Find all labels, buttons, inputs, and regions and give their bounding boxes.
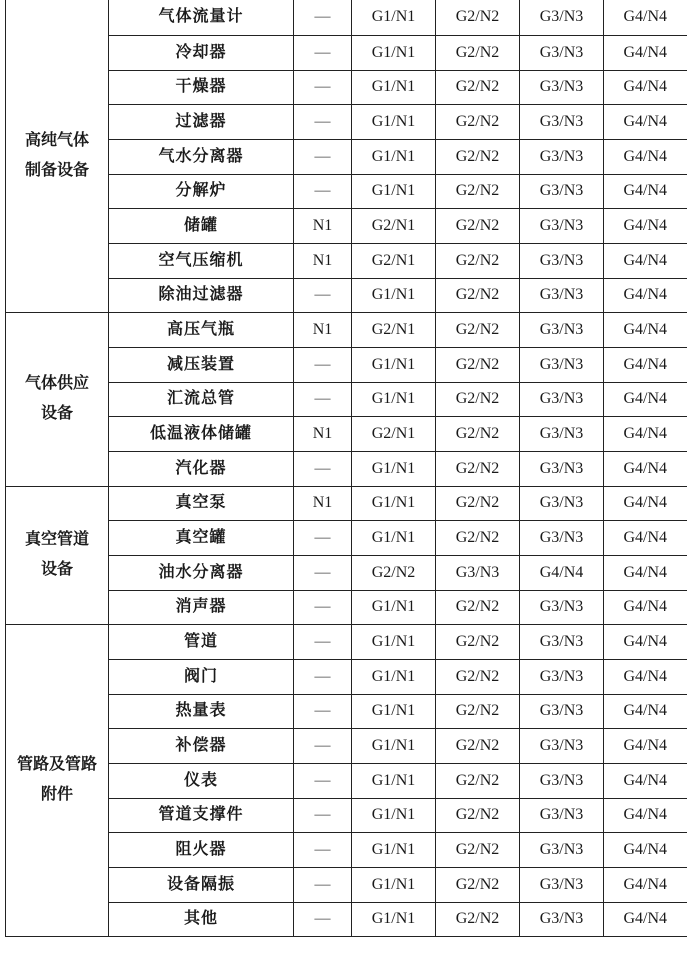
grade-col-5-cell: G4/N4 [604,0,687,35]
grade-col-4-cell: G3/N3 [520,0,604,35]
grade-col-1-cell: — [294,0,352,35]
grade-col-3-cell: G2/N2 [436,382,520,416]
grade-col-2-cell: G1/N1 [352,728,436,763]
grade-col-3-cell: G2/N2 [436,451,520,486]
grade-col-4-cell: G3/N3 [520,347,604,382]
grade-col-1-cell: — [294,382,352,416]
grade-col-2-cell: G2/N1 [352,243,436,278]
grade-col-5-cell: G4/N4 [604,35,687,70]
equipment-name-cell: 气水分离器 [109,139,294,174]
grade-col-2-cell: G1/N1 [352,347,436,382]
grade-col-3-cell: G2/N2 [436,208,520,243]
grade-col-5-cell: G4/N4 [604,555,687,590]
grade-col-3-cell: G2/N2 [436,798,520,832]
table-row [6,35,687,70]
grade-col-5-cell: G4/N4 [604,590,687,624]
grade-col-3-cell: G2/N2 [436,486,520,520]
grade-col-1-cell: N1 [294,243,352,278]
grade-col-2-cell: G1/N1 [352,104,436,139]
grade-col-2-cell: G1/N1 [352,902,436,936]
grade-col-4-cell: G3/N3 [520,867,604,902]
grade-col-1-cell: — [294,624,352,659]
equipment-name-cell: 真空泵 [109,486,294,520]
grade-col-2-cell: G1/N1 [352,486,436,520]
grade-col-4-cell: G3/N3 [520,590,604,624]
equipment-name-cell: 气体流量计 [109,0,294,35]
table-row [6,555,687,590]
grade-col-1-cell: — [294,798,352,832]
equipment-name-cell: 过滤器 [109,104,294,139]
grade-col-2-cell: G1/N1 [352,174,436,208]
equipment-name-cell: 真空罐 [109,520,294,555]
grade-col-5-cell: G4/N4 [604,312,687,347]
category-line: 气体供应 [24,375,89,392]
grade-col-2-cell: G1/N1 [352,382,436,416]
grade-col-1-cell: N1 [294,312,352,347]
grade-col-3-cell: G2/N2 [436,104,520,139]
equipment-name-cell: 干燥器 [109,70,294,104]
equipment-name-cell: 管道支撑件 [109,798,294,832]
grade-col-3-cell: G2/N2 [436,763,520,798]
grade-col-5-cell: G4/N4 [604,278,687,312]
grade-col-3-cell: G2/N2 [436,867,520,902]
grade-col-2-cell: G1/N1 [352,590,436,624]
table-row [6,486,687,520]
category-line: 高纯气体 [24,131,89,149]
grade-col-3-cell: G2/N2 [436,728,520,763]
grade-col-2-cell: G2/N1 [352,208,436,243]
grade-col-5-cell: G4/N4 [604,659,687,694]
grade-col-5-cell: G4/N4 [604,486,687,520]
grade-col-1-cell: — [294,694,352,728]
grade-col-1-cell: — [294,70,352,104]
grade-col-3-cell: G2/N2 [436,694,520,728]
equipment-name-cell: 储罐 [109,208,294,243]
equipment-name-cell: 减压装置 [109,347,294,382]
grade-col-5-cell: G4/N4 [604,174,687,208]
table-row [6,451,687,486]
table-row [6,278,687,312]
grade-col-2-cell: G2/N1 [352,416,436,451]
grade-col-5-cell: G4/N4 [604,624,687,659]
grade-col-1-cell: — [294,867,352,902]
grade-col-3-cell: G2/N2 [436,832,520,867]
grade-col-4-cell: G3/N3 [520,728,604,763]
table-row [6,520,687,555]
table-row [6,139,687,174]
grade-col-4-cell: G3/N3 [520,659,604,694]
category-cell [6,624,109,936]
category-line: 真空管道 [24,531,89,548]
grade-col-5-cell: G4/N4 [604,104,687,139]
grade-col-4-cell: G3/N3 [520,694,604,728]
category-cell [6,312,109,486]
grade-col-3-cell: G2/N2 [436,243,520,278]
grade-col-1-cell: — [294,347,352,382]
grade-col-2-cell: G1/N1 [352,35,436,70]
grade-col-4-cell: G4/N4 [520,555,604,590]
equipment-name-cell: 补偿器 [109,728,294,763]
grade-col-2-cell: G1/N1 [352,520,436,555]
grade-col-2-cell: G1/N1 [352,659,436,694]
grade-col-5-cell: G4/N4 [604,416,687,451]
grade-col-5-cell: G4/N4 [604,70,687,104]
grade-col-5-cell: G4/N4 [604,208,687,243]
grade-col-4-cell: G3/N3 [520,798,604,832]
equipment-name-cell: 高压气瓶 [109,312,294,347]
grade-col-5-cell: G4/N4 [604,902,687,936]
grade-col-5-cell: G4/N4 [604,763,687,798]
category-line: 制备设备 [24,161,89,179]
grade-col-1-cell: — [294,35,352,70]
table-row [6,70,687,104]
category-line: 管路及管路 [16,756,97,773]
grade-col-1-cell: — [294,451,352,486]
grade-col-1-cell: — [294,555,352,590]
grade-col-4-cell: G3/N3 [520,832,604,867]
grade-col-1-cell: — [294,139,352,174]
grade-col-3-cell: G2/N2 [436,35,520,70]
table-row [6,694,687,728]
grade-col-4-cell: G3/N3 [520,486,604,520]
grade-col-5-cell: G4/N4 [604,347,687,382]
equipment-name-cell: 分解炉 [109,174,294,208]
grade-col-3-cell: G2/N2 [436,278,520,312]
grade-col-3-cell: G3/N3 [436,555,520,590]
grade-col-3-cell: G2/N2 [436,174,520,208]
table-row [6,867,687,902]
grade-col-4-cell: G3/N3 [520,312,604,347]
grade-col-3-cell: G2/N2 [436,347,520,382]
grade-col-1-cell: — [294,174,352,208]
equipment-name-cell: 仪表 [109,763,294,798]
grade-col-3-cell: G2/N2 [436,70,520,104]
grade-col-5-cell: G4/N4 [604,867,687,902]
table-row [6,104,687,139]
grade-col-4-cell: G3/N3 [520,902,604,936]
equipment-grade-table [5,0,687,937]
grade-col-1-cell: — [294,104,352,139]
grade-col-4-cell: G3/N3 [520,139,604,174]
grade-col-2-cell: G1/N1 [352,763,436,798]
table-row [6,832,687,867]
equipment-name-cell: 阀门 [109,659,294,694]
table-row [6,798,687,832]
equipment-name-cell: 其他 [109,902,294,936]
grade-col-4-cell: G3/N3 [520,174,604,208]
category-cell [6,0,109,312]
table-body [6,0,687,936]
equipment-name-cell: 低温液体储罐 [109,416,294,451]
grade-col-2-cell: G1/N1 [352,451,436,486]
grade-col-4-cell: G3/N3 [520,208,604,243]
table-row [6,902,687,936]
grade-col-1-cell: — [294,728,352,763]
category-line: 附件 [40,786,73,803]
grade-col-5-cell: G4/N4 [604,451,687,486]
grade-col-2-cell: G2/N2 [352,555,436,590]
grade-col-3-cell: G2/N2 [436,659,520,694]
table-row [6,728,687,763]
grade-col-2-cell: G1/N1 [352,0,436,35]
grade-col-3-cell: G2/N2 [436,520,520,555]
category-line: 设备 [40,561,73,578]
table-row [6,382,687,416]
grade-col-1-cell: — [294,832,352,867]
equipment-name-cell: 油水分离器 [109,555,294,590]
grade-col-1-cell: N1 [294,416,352,451]
equipment-name-cell: 设备隔振 [109,867,294,902]
grade-col-4-cell: G3/N3 [520,278,604,312]
grade-col-3-cell: G2/N2 [436,590,520,624]
grade-col-5-cell: G4/N4 [604,243,687,278]
grade-col-4-cell: G3/N3 [520,70,604,104]
category-line: 设备 [40,405,73,422]
grade-col-3-cell: G2/N2 [436,312,520,347]
grade-col-3-cell: G2/N2 [436,624,520,659]
table-row [6,0,687,35]
grade-col-3-cell: G2/N2 [436,139,520,174]
category-cell [6,486,109,624]
grade-col-5-cell: G4/N4 [604,520,687,555]
grade-col-4-cell: G3/N3 [520,763,604,798]
table-row [6,243,687,278]
grade-col-1-cell: — [294,278,352,312]
grade-col-4-cell: G3/N3 [520,416,604,451]
equipment-name-cell: 空气压缩机 [109,243,294,278]
grade-col-3-cell: G2/N2 [436,902,520,936]
grade-col-5-cell: G4/N4 [604,382,687,416]
table-row [6,624,687,659]
table-row [6,312,687,347]
grade-col-2-cell: G1/N1 [352,832,436,867]
grade-col-2-cell: G1/N1 [352,624,436,659]
equipment-name-cell: 消声器 [109,590,294,624]
grade-col-2-cell: G1/N1 [352,70,436,104]
grade-col-1-cell: — [294,902,352,936]
grade-col-4-cell: G3/N3 [520,451,604,486]
table-row [6,416,687,451]
grade-col-1-cell: — [294,763,352,798]
grade-col-2-cell: G2/N1 [352,312,436,347]
equipment-name-cell: 管道 [109,624,294,659]
table-row [6,659,687,694]
grade-col-4-cell: G3/N3 [520,35,604,70]
equipment-name-cell: 除油过滤器 [109,278,294,312]
table-row [6,174,687,208]
grade-col-4-cell: G3/N3 [520,104,604,139]
equipment-name-cell: 冷却器 [109,35,294,70]
grade-col-5-cell: G4/N4 [604,728,687,763]
grade-col-3-cell: G2/N2 [436,416,520,451]
equipment-name-cell: 汇流总管 [109,382,294,416]
grade-col-4-cell: G3/N3 [520,624,604,659]
grade-col-4-cell: G3/N3 [520,382,604,416]
grade-col-2-cell: G1/N1 [352,278,436,312]
grade-col-2-cell: G1/N1 [352,139,436,174]
grade-col-1-cell: N1 [294,486,352,520]
grade-col-4-cell: G3/N3 [520,520,604,555]
grade-col-5-cell: G4/N4 [604,139,687,174]
grade-col-1-cell: N1 [294,208,352,243]
grade-col-2-cell: G1/N1 [352,867,436,902]
grade-col-3-cell: G2/N2 [436,0,520,35]
grade-col-2-cell: G1/N1 [352,798,436,832]
equipment-name-cell: 热量表 [109,694,294,728]
table-row [6,208,687,243]
grade-col-5-cell: G4/N4 [604,798,687,832]
equipment-name-cell: 阻火器 [109,832,294,867]
grade-col-2-cell: G1/N1 [352,694,436,728]
grade-col-5-cell: G4/N4 [604,832,687,867]
grade-col-1-cell: — [294,520,352,555]
grade-col-4-cell: G3/N3 [520,243,604,278]
grade-col-1-cell: — [294,590,352,624]
table-row [6,347,687,382]
table-row [6,763,687,798]
equipment-name-cell: 汽化器 [109,451,294,486]
grade-col-5-cell: G4/N4 [604,694,687,728]
table-row [6,590,687,624]
grade-col-1-cell: — [294,659,352,694]
